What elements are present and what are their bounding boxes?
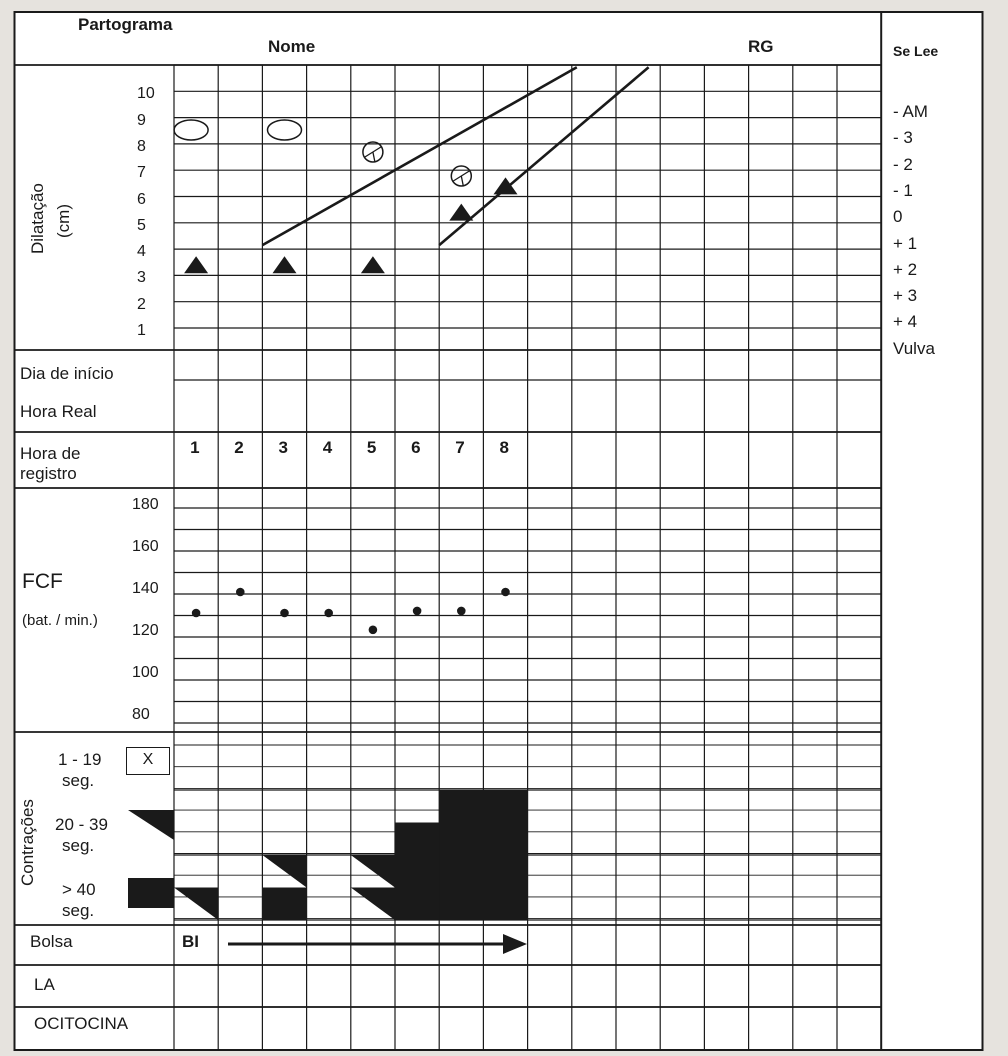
- station-tick-label: - 2: [893, 154, 913, 174]
- station-title: Se Lee: [893, 43, 939, 59]
- hour-label: 2: [234, 438, 244, 457]
- contraction-cell-long: [439, 888, 483, 921]
- hour-label: 1: [190, 438, 200, 457]
- contraction-cell-long: [483, 888, 527, 921]
- contraction-cell-long: [439, 790, 483, 823]
- fcf-tick-label: 180: [132, 496, 159, 513]
- contraction-legend-1-sub: seg.: [62, 771, 95, 790]
- contraction-legend-2-sub: seg.: [62, 836, 95, 855]
- la-label: LA: [34, 975, 55, 994]
- chart-title: Partograma: [78, 15, 173, 34]
- legend-long-swatch: [128, 878, 174, 908]
- hour-label: 5: [366, 438, 377, 457]
- contraction-legend-3-sub: seg.: [62, 901, 95, 920]
- dilation-unit-label: (cm): [54, 204, 73, 238]
- record-time-label: Hora de registro: [20, 444, 81, 483]
- dilation-tick-label: 3: [137, 269, 146, 287]
- hour-label: 6: [411, 438, 421, 457]
- fcf-tick-label: 160: [132, 538, 159, 555]
- dilation-axis-label: Dilatação: [28, 183, 47, 254]
- dilation-tick-label: 2: [137, 295, 146, 313]
- contraction-cell-long: [483, 790, 527, 823]
- contraction-legend-2-label: 20 - 39: [55, 815, 108, 834]
- station-tick-label: 0: [893, 207, 903, 227]
- dilation-tick-label: 4: [137, 243, 146, 261]
- contraction-cell-long: [439, 823, 483, 856]
- dilation-tick-label: 9: [137, 111, 146, 129]
- oxytocin-label: OCITOCINA: [34, 1014, 129, 1033]
- station-tick-label: + 4: [893, 312, 918, 332]
- fcf-tick-label: 100: [132, 664, 159, 681]
- dilation-tick-label: 6: [137, 190, 146, 208]
- contraction-cell-long: [483, 855, 527, 888]
- fcf-tick-label: 120: [132, 622, 159, 639]
- fcf-point: [236, 588, 245, 597]
- real-time-label: Hora Real: [20, 402, 97, 421]
- station-tick-label: Vulva: [893, 338, 935, 358]
- dilation-tick-label: 10: [137, 85, 155, 103]
- contraction-cell-long: [262, 888, 306, 921]
- station-tick-label: + 1: [893, 233, 918, 253]
- fcf-point: [501, 588, 510, 597]
- fcf-point: [192, 609, 201, 618]
- fcf-unit-label: (bat. / min.): [22, 612, 98, 629]
- hour-label: 7: [455, 438, 465, 457]
- fcf-label: FCF: [22, 570, 63, 593]
- dilation-tick-label: 8: [137, 137, 146, 155]
- station-tick-label: - AM: [893, 102, 928, 121]
- contraction-legend-1-box: X: [126, 747, 170, 775]
- station-tick-label: - 1: [893, 180, 913, 200]
- station-tick-label: + 2: [893, 259, 918, 279]
- hour-label: 4: [322, 438, 333, 457]
- fcf-point: [457, 607, 466, 616]
- bag-value: BI: [182, 932, 199, 951]
- fcf-point: [369, 626, 378, 635]
- fcf-point: [280, 609, 289, 618]
- contraction-cell-long: [395, 888, 439, 921]
- dilation-tick-label: 5: [137, 216, 146, 234]
- contraction-legend-1-label: 1 - 19: [58, 750, 102, 769]
- station-tick-label: - 3: [893, 128, 913, 148]
- dilation-tick-label: 7: [137, 164, 146, 182]
- contraction-cell-long: [395, 855, 439, 888]
- contraction-cell-long: [483, 823, 527, 856]
- fcf-tick-label: 140: [132, 580, 159, 597]
- contraction-legend-3-label: > 40: [62, 880, 96, 899]
- hour-label: 3: [278, 438, 288, 457]
- fcf-tick-label: 80: [132, 706, 150, 723]
- name-label: Nome: [268, 37, 316, 56]
- start-day-label: Dia de início: [20, 364, 114, 383]
- contraction-cell-long: [439, 855, 483, 888]
- hour-label: 8: [499, 438, 509, 457]
- contraction-cell-long: [395, 823, 439, 856]
- dilation-tick-label: 1: [137, 322, 146, 339]
- fcf-point: [413, 607, 422, 616]
- contractions-axis-label: Contrações: [18, 799, 37, 886]
- rg-label: RG: [748, 37, 774, 56]
- fcf-point: [324, 609, 333, 618]
- bag-label: Bolsa: [30, 932, 73, 951]
- station-tick-label: + 3: [893, 286, 918, 306]
